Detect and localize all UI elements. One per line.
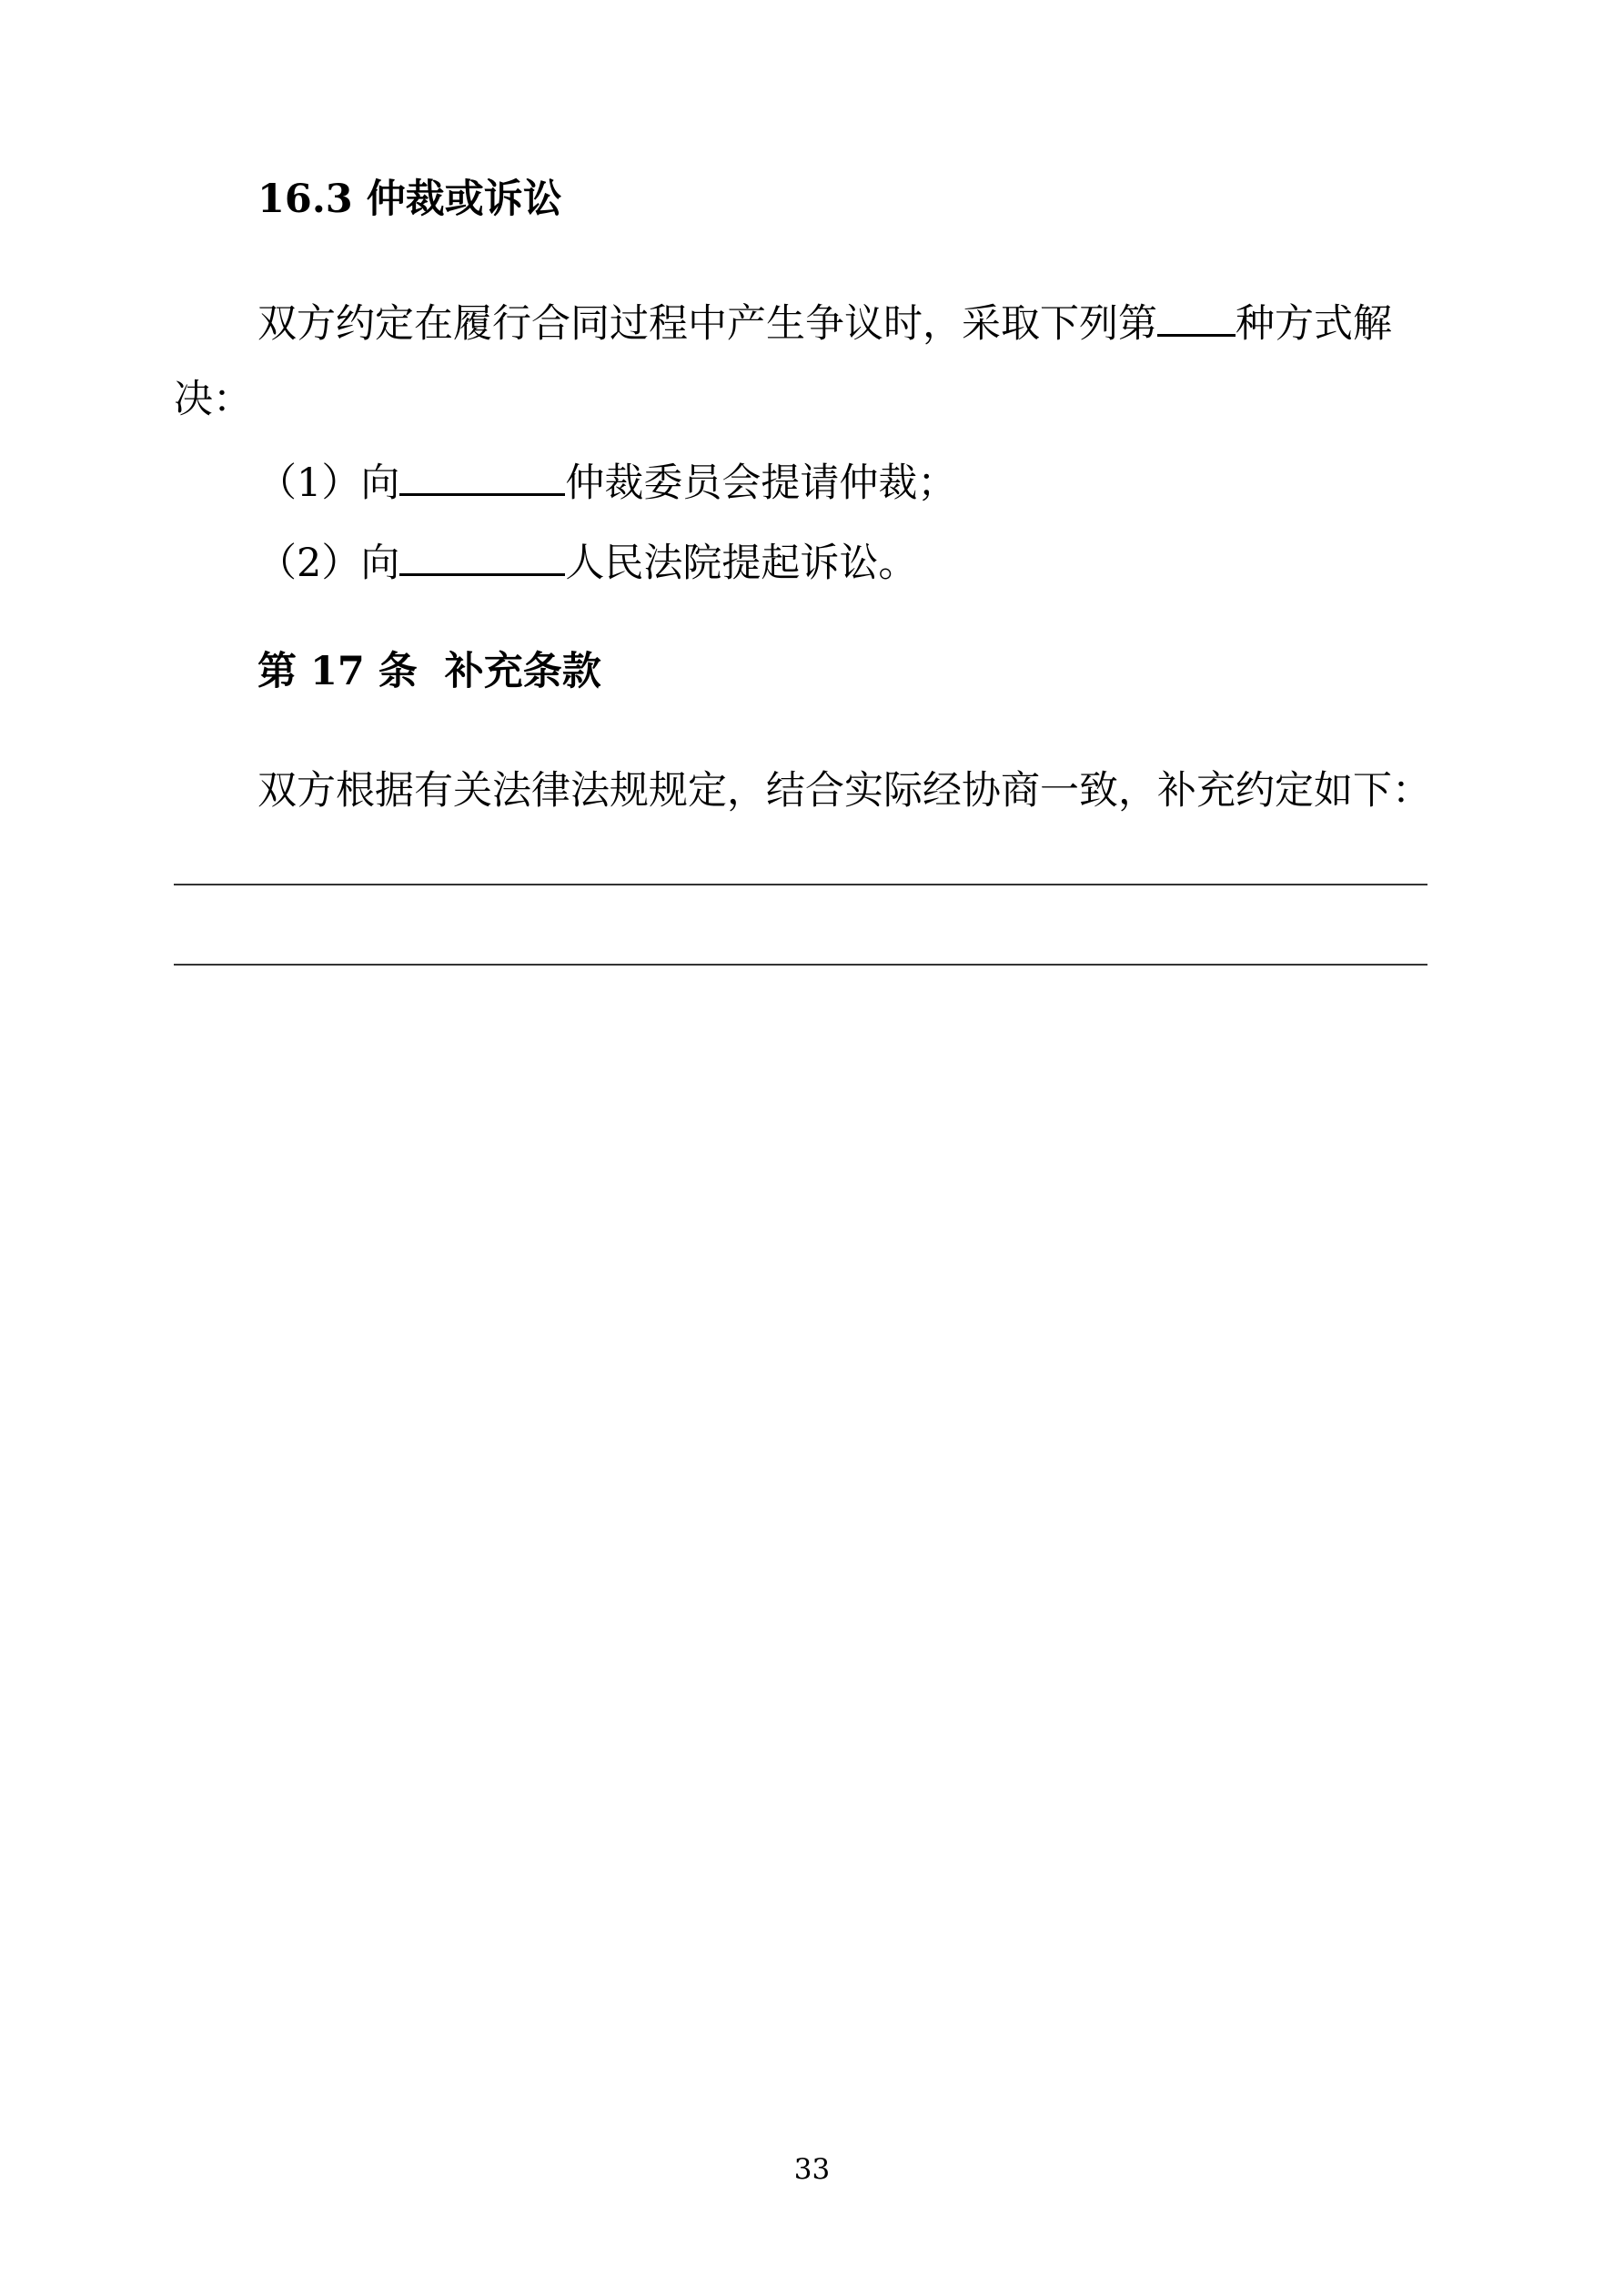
option-item <box>257 457 957 506</box>
fill-blank[interactable] <box>1157 298 1236 337</box>
paragraph-line <box>257 298 1392 347</box>
fill-in-line[interactable] <box>174 964 1427 966</box>
option-label: （2）向 <box>257 541 400 586</box>
paragraph-text: 双方约定在履行合同过程中产生争议时，采取下列第 <box>257 301 1157 347</box>
article-heading: 第 17 条 补充条款 <box>257 649 601 694</box>
fill-blank[interactable] <box>399 457 565 496</box>
option-item <box>257 537 918 586</box>
option-text: 人民法院提起诉讼。 <box>565 541 918 586</box>
paragraph-text: 种方式解 <box>1236 301 1392 347</box>
page-number: 33 <box>793 2153 831 2186</box>
section-heading: 16.3 仲裁或诉讼 <box>257 177 562 222</box>
fill-blank[interactable] <box>399 537 565 576</box>
paragraph-continuation: 决： <box>174 377 252 422</box>
fill-in-line[interactable] <box>174 884 1427 885</box>
option-text: 仲裁委员会提请仲裁； <box>565 460 957 506</box>
option-label: （1）向 <box>257 460 400 506</box>
paragraph-line: 双方根据有关法律法规规定，结合实际经协商一致，补充约定如下： <box>257 768 1431 814</box>
